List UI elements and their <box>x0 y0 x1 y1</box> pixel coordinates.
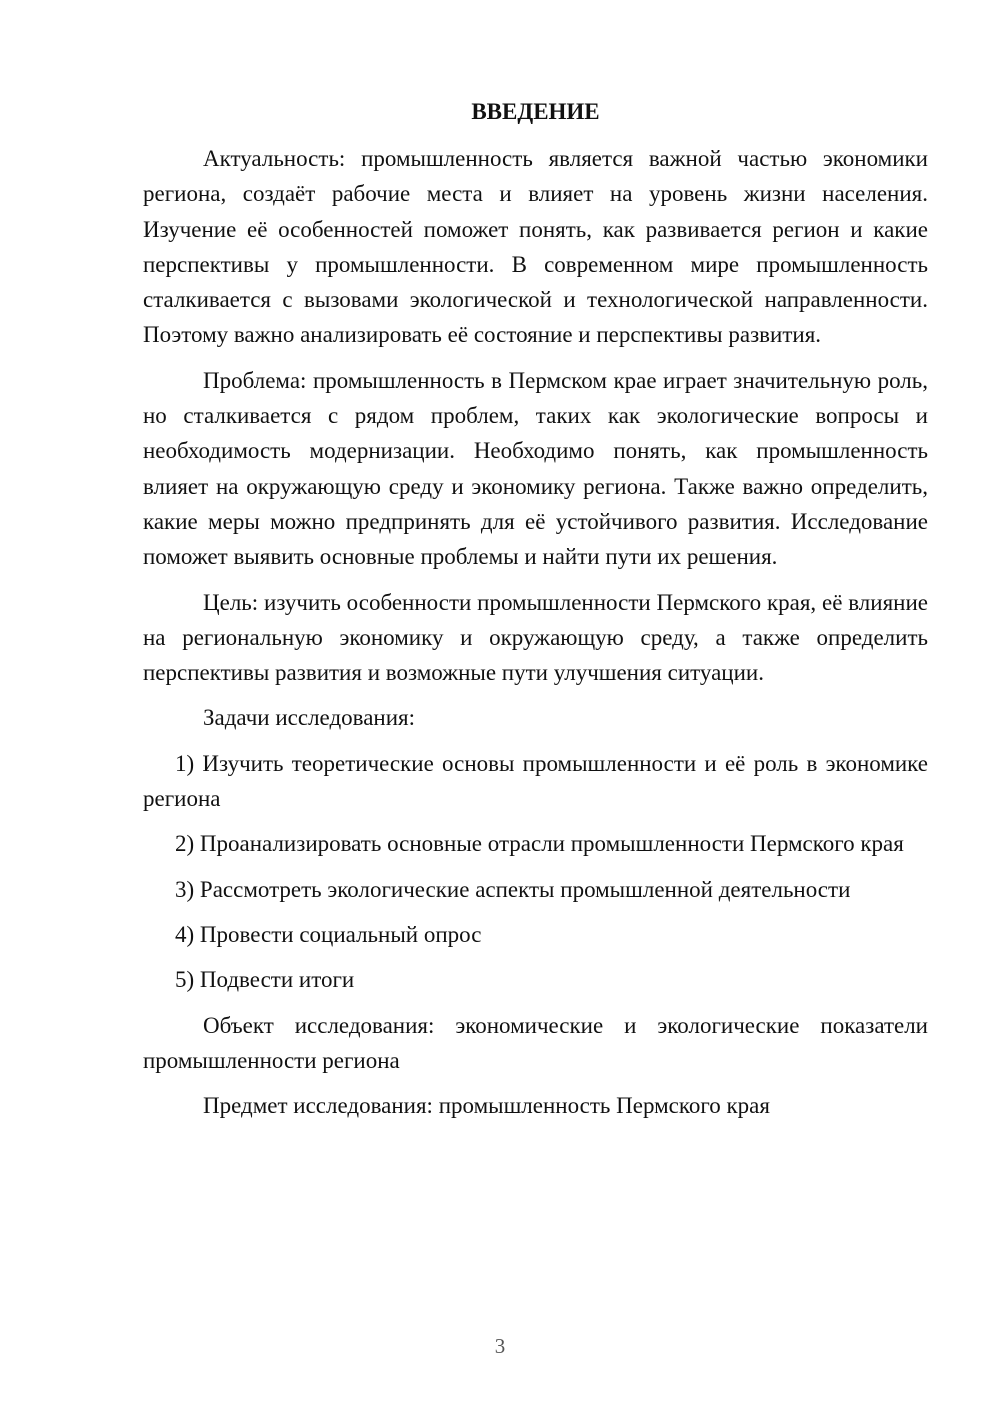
task-item-5: 5) Подвести итоги <box>175 967 355 993</box>
task-item-1: 1) Изучить теоретические основы промышленности и её роль в экономике региона <box>143 750 928 812</box>
page-number: 3 <box>494 1334 506 1358</box>
relevance-paragraph: Актуальность: промышленность является важной частью экономики региона, создаёт рабочие места и влияет на уровень жизни населения. Изучение её особенностей поможет понять, как развивается регион и какие перспективы у промышленности. В современном мире промышленность сталкивается с вызовами экологической и технологической направленности. Поэтому важно анализировать её состояние и перспективы развития. <box>143 146 928 348</box>
task-item-3: 3) Рассмотреть экологические аспекты промышленной деятельности <box>175 876 851 902</box>
tasks-list <box>143 746 928 998</box>
task-item-4: 4) Провести социальный опрос <box>175 921 482 947</box>
tasks-heading: Задачи исследования: <box>203 705 416 731</box>
object-paragraph: Объект исследования: экономические и экологические показатели промышленности региона <box>143 1012 928 1073</box>
goal-paragraph: Цель: изучить особенности промышленности Пермского края, её влияние на региональную экономику и окружающую среду, а также определить перспективы развития и возможные пути улучшения ситуации. <box>143 589 928 686</box>
document-page <box>143 94 928 1133</box>
task-item-2: 2) Проанализировать основные отрасли промышленности Пермского края <box>175 831 904 857</box>
problem-paragraph: Проблема: промышленность в Пермском крае играет значительную роль, но сталкивается с рядом проблем, таких как экологические вопросы и необходимость модернизации. Необходимо понять, как промышленность влияет на окружающую среду и экономику региона. Также важно определить, какие меры можно предпринять для её устойчивого развития. Исследование поможет выявить основные проблемы и найти пути их решения. <box>143 367 928 570</box>
page-title: ВВЕДЕНИЕ <box>471 99 600 124</box>
subject-paragraph: Предмет исследования: промышленность Пермского края <box>203 1093 770 1119</box>
